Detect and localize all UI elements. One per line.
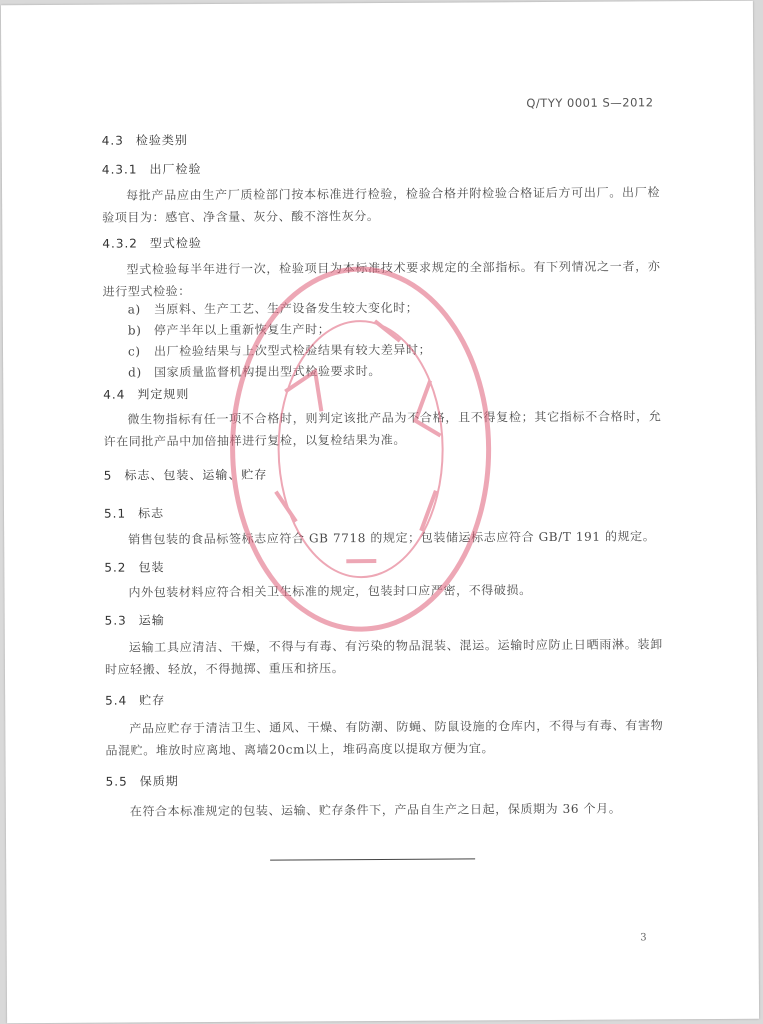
document-code: Q/TYY 0001 S—2012 bbox=[526, 95, 654, 111]
heading-5-1 bbox=[104, 504, 164, 521]
section-number: 4.3.2 bbox=[102, 236, 138, 251]
paragraph-5-2: 内外包装材料应符合相关卫生标准的规定，包装封口应严密，不得破损。 bbox=[128, 583, 532, 600]
paragraph-4-4: 微生物指标有任一项不合格时，则判定该批产品为不合格，且不得复检；其它指标不合格时，允许在同批产品中加倍抽样进行复检，以复检结果为准。 bbox=[103, 409, 662, 449]
section-number: 5.5 bbox=[105, 774, 128, 789]
section-number: 4.3 bbox=[101, 133, 124, 148]
heading-5-3 bbox=[105, 611, 165, 628]
list-marker: a) bbox=[127, 302, 141, 317]
list-item bbox=[128, 341, 431, 360]
paragraph-4-3-2: 型式检验每半年进行一次，检验项目为本标准技术要求规定的全部指标。有下列情况之一者，亦进行型式检验： bbox=[102, 259, 661, 299]
list-text: 停产半年以上重新恢复生产时； bbox=[153, 322, 331, 338]
page-number: 3 bbox=[640, 932, 647, 944]
section-title: 出厂检验 bbox=[149, 162, 202, 177]
section-title: 包装 bbox=[138, 560, 165, 575]
list-item bbox=[128, 320, 331, 338]
list-marker: d) bbox=[128, 365, 142, 380]
section-title: 标志 bbox=[138, 506, 165, 521]
section-number: 5.1 bbox=[103, 506, 127, 521]
section-number: 5.3 bbox=[104, 613, 127, 628]
document-page bbox=[1, 1, 759, 1024]
section-number: 4.3.1 bbox=[101, 162, 138, 177]
end-rule bbox=[270, 858, 475, 860]
section-title: 运输 bbox=[138, 613, 165, 628]
list-marker: c) bbox=[127, 344, 141, 359]
list-text: 出厂检验结果与上次型式检验结果有较大差异时； bbox=[153, 342, 432, 359]
section-title: 标志、包装、运输、贮存 bbox=[124, 467, 268, 483]
heading-4-4 bbox=[103, 385, 189, 403]
heading-5-4 bbox=[105, 691, 165, 708]
paragraph-5-4: 产品应贮存于清洁卫生、通风、干燥、有防潮、防蝇、防鼠设施的仓库内，不得与有毒、有害物品混贮。堆放时应离地、离墙20cm以上，堆码高度以提取方便为宜。 bbox=[105, 718, 664, 758]
heading-4-3 bbox=[102, 131, 188, 149]
list-item bbox=[128, 362, 381, 381]
section-number: 4.4 bbox=[103, 387, 126, 402]
heading-5-2 bbox=[104, 558, 164, 575]
list-text: 当原料、生产工艺、生产设备发生较大变化时； bbox=[153, 300, 419, 317]
section-number: 5.4 bbox=[105, 693, 128, 708]
section-title: 判定规则 bbox=[137, 387, 190, 402]
paragraph-4-3-1: 每批产品应由生产厂质检部门按本标准进行检验，检验合格并附检验合格证后方可出厂。出厂检验项目为：感官、净含量、灰分、酸不溶性灰分。 bbox=[102, 185, 661, 225]
heading-5 bbox=[104, 466, 268, 484]
heading-4-3-2 bbox=[102, 234, 202, 252]
section-number: 5.2 bbox=[104, 560, 127, 575]
list-text: 国家质量监督机构提出型式检验要求时。 bbox=[154, 363, 381, 380]
paragraph-5-5: 在符合本标准规定的包装、运输、贮存条件下，产品自生产之日起，保质期为 36 个月。 bbox=[129, 801, 622, 819]
heading-4-3-1 bbox=[102, 160, 202, 178]
section-number: 5 bbox=[103, 468, 113, 483]
section-title: 贮存 bbox=[139, 693, 166, 708]
section-title: 检验类别 bbox=[135, 133, 188, 148]
paragraph-5-3: 运输工具应清洁、干燥，不得与有毒、有污染的物品混装、混运。运输时应防止日晒雨淋。装卸时应轻搬、轻放，不得抛掷、重压和挤压。 bbox=[104, 637, 663, 677]
heading-5-5 bbox=[106, 772, 179, 789]
list-item bbox=[128, 299, 419, 318]
section-title: 型式检验 bbox=[149, 236, 202, 251]
section-title: 保质期 bbox=[139, 774, 179, 789]
list-marker: b) bbox=[127, 323, 142, 338]
paragraph-5-1: 销售包装的食品标签标志应符合 GB 7718 的规定；包装储运标志应符合 GB/T 191 的规定。 bbox=[128, 529, 656, 547]
